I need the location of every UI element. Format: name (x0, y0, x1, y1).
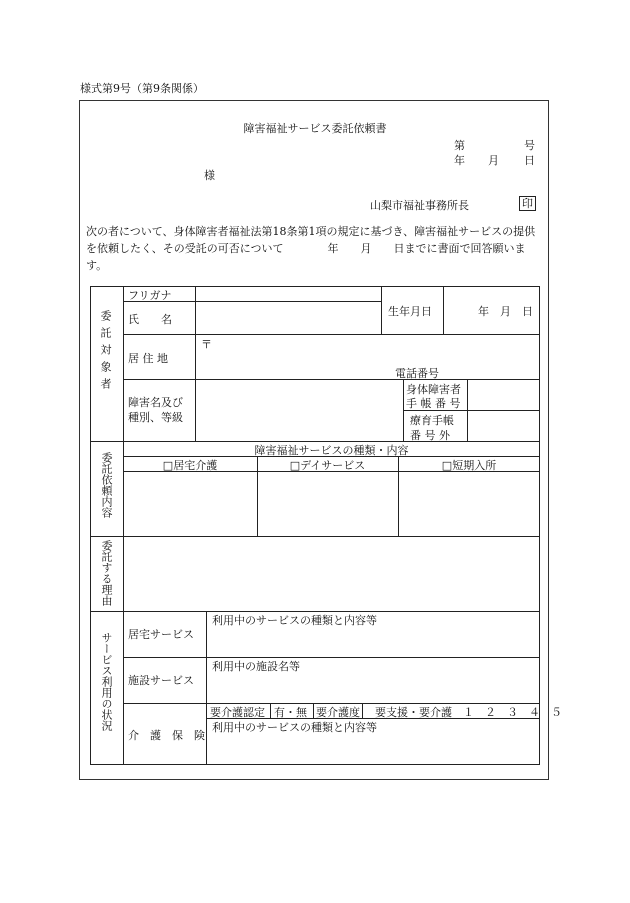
furigana-label: フリガナ (128, 289, 172, 302)
option-short-stay[interactable]: □短期入所 (441, 459, 497, 472)
option-day-service[interactable]: □デイサービス (289, 459, 366, 472)
date-year: 年 (454, 154, 465, 167)
rehab-handbook-line2: 番 号 外 (410, 429, 450, 442)
rehab-handbook-line1: 療育手帳 (410, 414, 454, 427)
disability-label: 障害名及び種別、等級 (128, 396, 183, 424)
care-cert-label: 要介護認定 (210, 706, 265, 719)
subject-section-label: 委託対象者 (99, 310, 112, 395)
home-service-note: 利用中のサービスの種類と内容等 (212, 614, 377, 627)
birthdate-units: 年 月 日 (478, 305, 533, 318)
option-home-care[interactable]: □居宅介護 (162, 459, 218, 472)
request-section-label: 委託依頼内容 (100, 452, 113, 518)
birthdate-label: 生年月日 (388, 305, 432, 318)
date-month: 月 (488, 154, 499, 167)
care-service-note: 利用中のサービスの種類と内容等 (212, 721, 377, 734)
document-title: 障害福祉サービス委託依頼書 (243, 122, 387, 135)
care-cert-options[interactable]: 有・無 (274, 706, 307, 719)
service-type-header: 障害福祉サービスの種類・内容 (254, 444, 409, 457)
care-level-values[interactable]: 要支援・要介護 １ ２ ３ ４ ５ (375, 706, 562, 719)
address-label: 居 住 地 (128, 352, 168, 365)
care-insurance-label: 介 護 保 険 (128, 729, 205, 742)
number-go: 号 (524, 139, 535, 152)
care-level-label: 要介護度 (316, 706, 360, 719)
name-label: 氏 名 (128, 313, 172, 326)
date-day: 日 (524, 154, 535, 167)
request-body-text: 次の者について、身体障害者福祉法第18条第1項の規定に基づき、障害福祉サービスの提供を依頼したく、その受託の可否について 年 月 日までに書面で回答願います。 (86, 225, 536, 272)
physical-handbook-line1: 身体障害者 (406, 383, 461, 396)
reason-section-label: 委託する理由 (100, 540, 113, 606)
addressee-suffix: 様 (204, 169, 215, 182)
number-dai: 第 (454, 139, 465, 152)
phone-label: 電話番号 (395, 367, 439, 380)
form-number-label: 様式第9号（第9条関係） (80, 82, 204, 95)
postal-mark: 〒 (201, 338, 212, 351)
sender-name: 山梨市福祉事務所長 (370, 199, 469, 212)
physical-handbook-line2: 手 帳 番 号 (406, 397, 461, 410)
home-service-label: 居宅サービス (128, 628, 194, 641)
facility-service-note: 利用中の施設名等 (212, 660, 300, 673)
facility-service-label: 施設サービス (128, 674, 194, 687)
usage-section-label: サービス利用の状況 (100, 632, 113, 731)
seal-mark: 印 (519, 196, 536, 211)
